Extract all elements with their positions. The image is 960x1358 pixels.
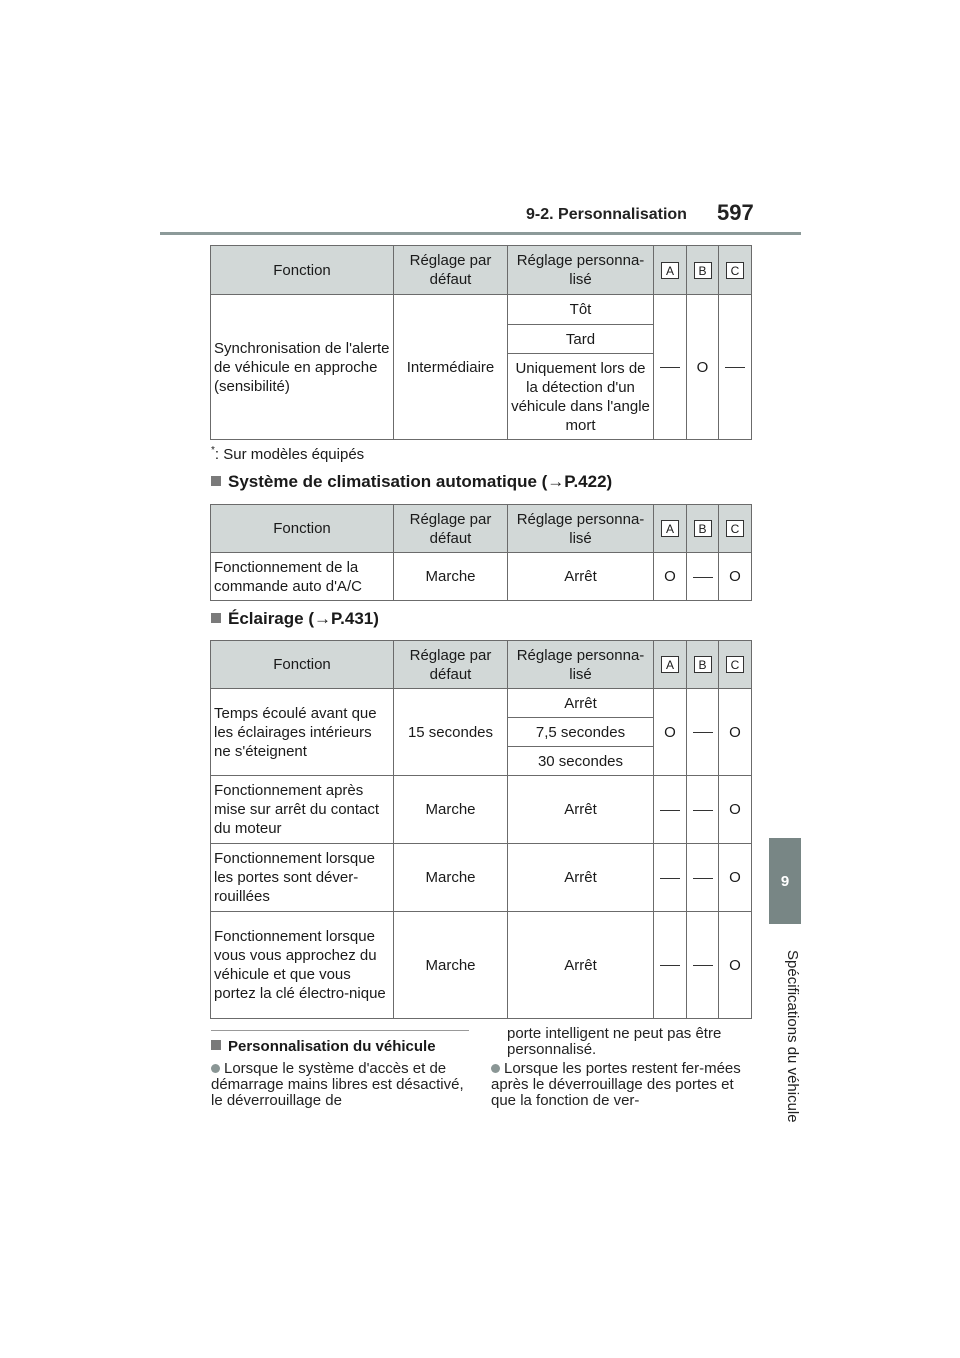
cell-a — [654, 295, 687, 440]
cell-a — [654, 776, 687, 844]
cell-b — [687, 912, 719, 1019]
cell-default: Marche — [394, 553, 508, 601]
cell-b — [687, 689, 719, 776]
cell-option: Tôt — [508, 295, 654, 325]
table-eclairage — [210, 640, 752, 1019]
square-bullet-icon — [211, 1040, 221, 1050]
dash-mark — [693, 577, 713, 578]
col-header-defaut: Réglage par défaut — [394, 246, 508, 295]
cell-function: Fonctionnement lorsque les portes sont déver-rouillées — [211, 844, 394, 912]
cell-a — [654, 844, 687, 912]
square-bullet-icon — [211, 476, 221, 486]
dash-mark — [660, 878, 680, 879]
section-header: 9-2. Personnalisation — [526, 206, 687, 223]
cell-function: Fonctionnement après mise sur arrêt du contact du moteur — [211, 776, 394, 844]
cell-b — [687, 776, 719, 844]
dash-mark — [660, 810, 680, 811]
col-header-defaut: Réglage par défaut — [394, 641, 508, 689]
cell-option: 7,5 secondes — [508, 718, 654, 747]
cell-option: Arrêt — [508, 912, 654, 1019]
col-header-fonction: Fonction — [211, 246, 394, 295]
cell-function: Synchronisation de l'alerte de véhicule en approche (sensibilité) — [211, 295, 394, 440]
notes-divider — [211, 1030, 469, 1031]
col-header-perso: Réglage personna-lisé — [508, 246, 654, 295]
col-header-b: B — [694, 262, 712, 279]
notes-title: Personnalisation du véhicule — [211, 1038, 436, 1055]
page-number: 597 — [717, 200, 754, 225]
cell-option: Tard — [508, 325, 654, 354]
cell-a — [654, 912, 687, 1019]
cell-b — [687, 844, 719, 912]
cell-option: Arrêt — [508, 776, 654, 844]
section-title-eclairage: Éclairage (→P.431) — [211, 609, 379, 629]
square-bullet-icon — [211, 613, 221, 623]
col-header-perso: Réglage personna-lisé — [508, 505, 654, 553]
note-bullet: Lorsque le système d'accès et de démarrage mains libres est désactivé, le déverrouillage de — [211, 1060, 464, 1109]
round-bullet-icon — [491, 1064, 500, 1073]
col-header-fonction: Fonction — [211, 641, 394, 689]
cell-a: O — [654, 689, 687, 776]
cell-default: 15 secondes — [394, 689, 508, 776]
cell-c: O — [719, 844, 752, 912]
cell-option: Arrêt — [508, 553, 654, 601]
chapter-tab: 9 — [769, 838, 801, 924]
cell-a: O — [654, 553, 687, 601]
table-climatisation — [210, 504, 752, 601]
cell-default: Marche — [394, 912, 508, 1019]
round-bullet-icon — [211, 1064, 220, 1073]
cell-c — [719, 295, 752, 440]
dash-mark — [693, 810, 713, 811]
cell-c: O — [719, 912, 752, 1019]
cell-b: O — [687, 295, 719, 440]
header-divider — [160, 232, 801, 235]
col-header-a: A — [661, 262, 679, 279]
cell-c: O — [719, 689, 752, 776]
cell-default: Marche — [394, 844, 508, 912]
col-header-defaut: Réglage par défaut — [394, 505, 508, 553]
cell-b — [687, 553, 719, 601]
cell-option: Uniquement lors de la détection d'un véhicule dans l'angle mort — [508, 354, 654, 440]
note-bullet: Lorsque les portes restent fer-mées après le déverrouillage des portes et que la fonction de ver- — [491, 1060, 741, 1109]
dash-mark — [660, 965, 680, 966]
table-alert-sync — [210, 245, 752, 440]
col-header-a: A — [661, 656, 679, 673]
chapter-label: Spécifications du véhicule — [784, 949, 801, 1123]
col-header-c: C — [726, 520, 744, 537]
cell-option: Arrêt — [508, 689, 654, 718]
dash-mark — [660, 367, 680, 368]
cell-default: Intermédiaire — [394, 295, 508, 440]
col-header-fonction: Fonction — [211, 505, 394, 553]
cell-function: Fonctionnement de la commande auto d'A/C — [211, 553, 394, 601]
col-header-a: A — [661, 520, 679, 537]
cell-c: O — [719, 776, 752, 844]
cell-default: Marche — [394, 776, 508, 844]
dash-mark — [725, 367, 745, 368]
col-header-c: C — [726, 656, 744, 673]
dash-mark — [693, 878, 713, 879]
col-header-c: C — [726, 262, 744, 279]
note-bullet-continued: porte intelligent ne peut pas être personnalisé. — [507, 1025, 722, 1058]
col-header-perso: Réglage personna-lisé — [508, 641, 654, 689]
footnote: *: Sur modèles équipés — [211, 445, 365, 463]
cell-function: Temps écoulé avant que les éclairages intérieurs ne s'éteignent — [211, 689, 394, 776]
cell-c: O — [719, 553, 752, 601]
cell-option: 30 secondes — [508, 747, 654, 776]
dash-mark — [693, 732, 713, 733]
dash-mark — [693, 965, 713, 966]
col-header-b: B — [694, 520, 712, 537]
col-header-b: B — [694, 656, 712, 673]
section-title-climatisation: Système de climatisation automatique (→P.422) — [211, 472, 612, 492]
cell-function: Fonctionnement lorsque vous vous approchez du véhicule et que vous portez la clé électro-nique — [211, 912, 394, 1019]
cell-option: Arrêt — [508, 844, 654, 912]
